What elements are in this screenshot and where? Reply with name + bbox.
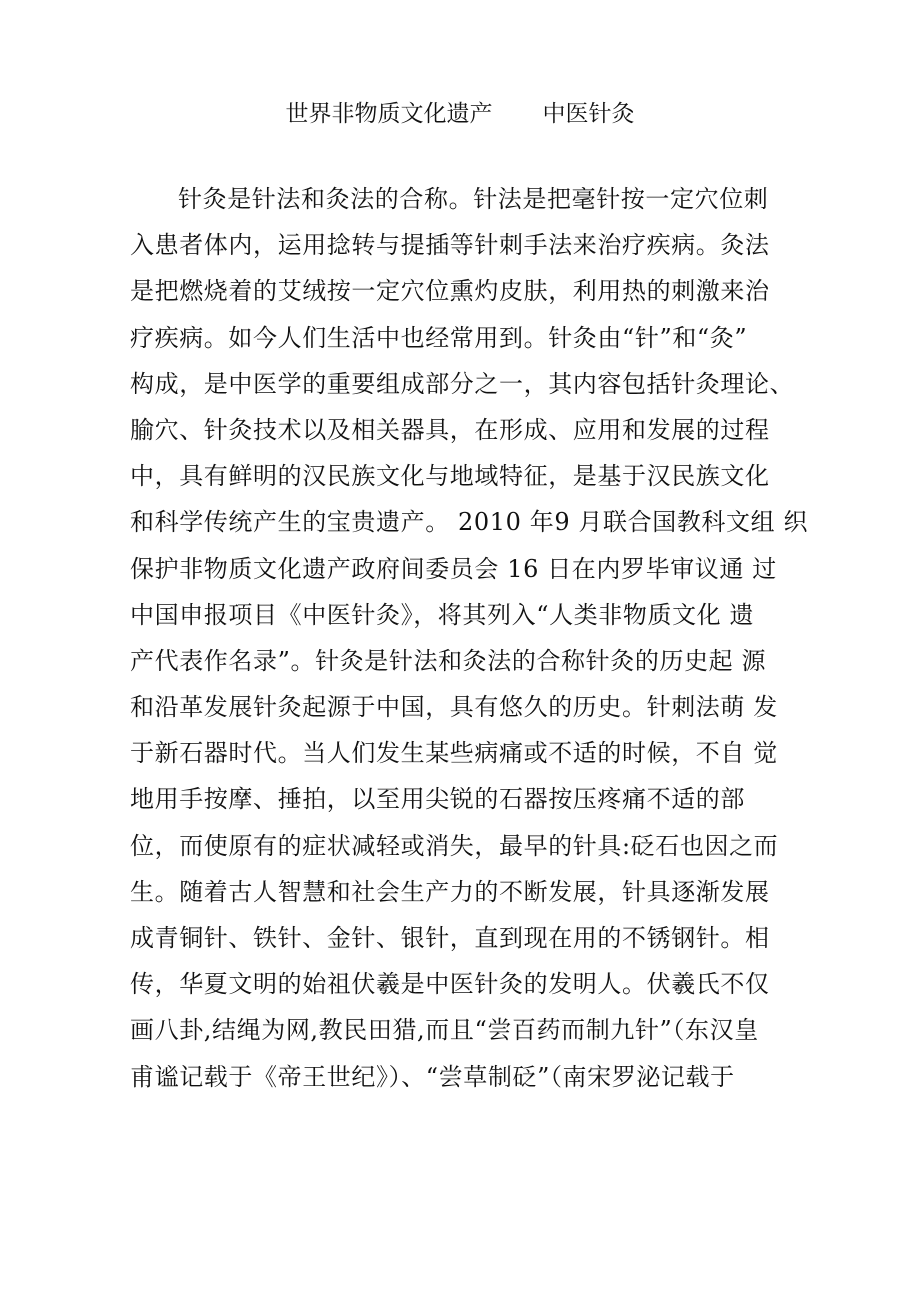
body-line: 是把燃烧着的艾绒按一定穴位熏灼皮肤，利用热的刺激来治	[130, 277, 770, 306]
body-line: 画八卦,结绳为网,教民田猎,而且“尝百药而制九针”（东汉皇	[130, 1016, 759, 1045]
body-line: 入患者体内，运用捻转与提插等针刺手法来治疗疾病。灸法	[130, 231, 770, 260]
body-line: 中，具有鲜明的汉民族文化与地域特征，是基于汉民族文化	[130, 462, 770, 491]
body-line: 地用手按摩、捶拍，以至用尖锐的石器按压疼痛不适的部	[130, 785, 745, 814]
body-line: 疗疾病。如今人们生活中也经常用到。针灸由“针”和“灸”	[130, 323, 748, 352]
body-line: 构成，是中医学的重要组成部分之一，其内容包括针灸理论、	[130, 369, 795, 398]
body-line: 和沿革发展针灸起源于中国，具有悠久的历史。针刺法萌 发	[130, 693, 778, 722]
body-line: 中国申报项目《中医针灸》，将其列入“人类非物质文化 遗	[130, 600, 755, 629]
title-left: 世界非物质文化遗产	[285, 101, 493, 127]
document-body	[130, 176, 810, 1100]
body-line: 产代表作名录”。针灸是针法和灸法的合称针灸的历史起 源	[130, 646, 767, 675]
body-line: 甫谧记载于《帝王世纪》）、“尝草制砭”（南宋罗泌记载于	[130, 1062, 735, 1091]
body-line: 于新石器时代。当人们发生某些病痛或不适的时候，不自 觉	[130, 739, 778, 768]
body-line: 腧穴、针灸技术以及相关器具，在形成、应用和发展的过程	[130, 415, 770, 444]
body-line: 位，而使原有的症状减轻或消失，最早的针具:砭石也因之而	[130, 831, 779, 860]
body-line: 针灸是针法和灸法的合称。针法是把毫针按一定穴位刺	[178, 185, 769, 213]
body-line: 生。随着古人智慧和社会生产力的不断发展，针具逐渐发展	[130, 877, 770, 906]
body-line: 保护非物质文化遗产政府间委员会 16 日在内罗毕审议通 过	[130, 554, 777, 583]
body-line: 成青铜针、铁针、金针、银针，直到现在用的不锈钢针。相	[130, 924, 770, 952]
body-line: 传，华夏文明的始祖伏羲是中医针灸的发明人。伏羲氏不仅	[130, 970, 770, 999]
title-right: 中医针灸	[542, 101, 635, 127]
body-line: 和科学传统产生的宝贵遗产。 2010 年9 月联合国教科文组 织	[130, 508, 809, 537]
document-title	[0, 96, 920, 132]
